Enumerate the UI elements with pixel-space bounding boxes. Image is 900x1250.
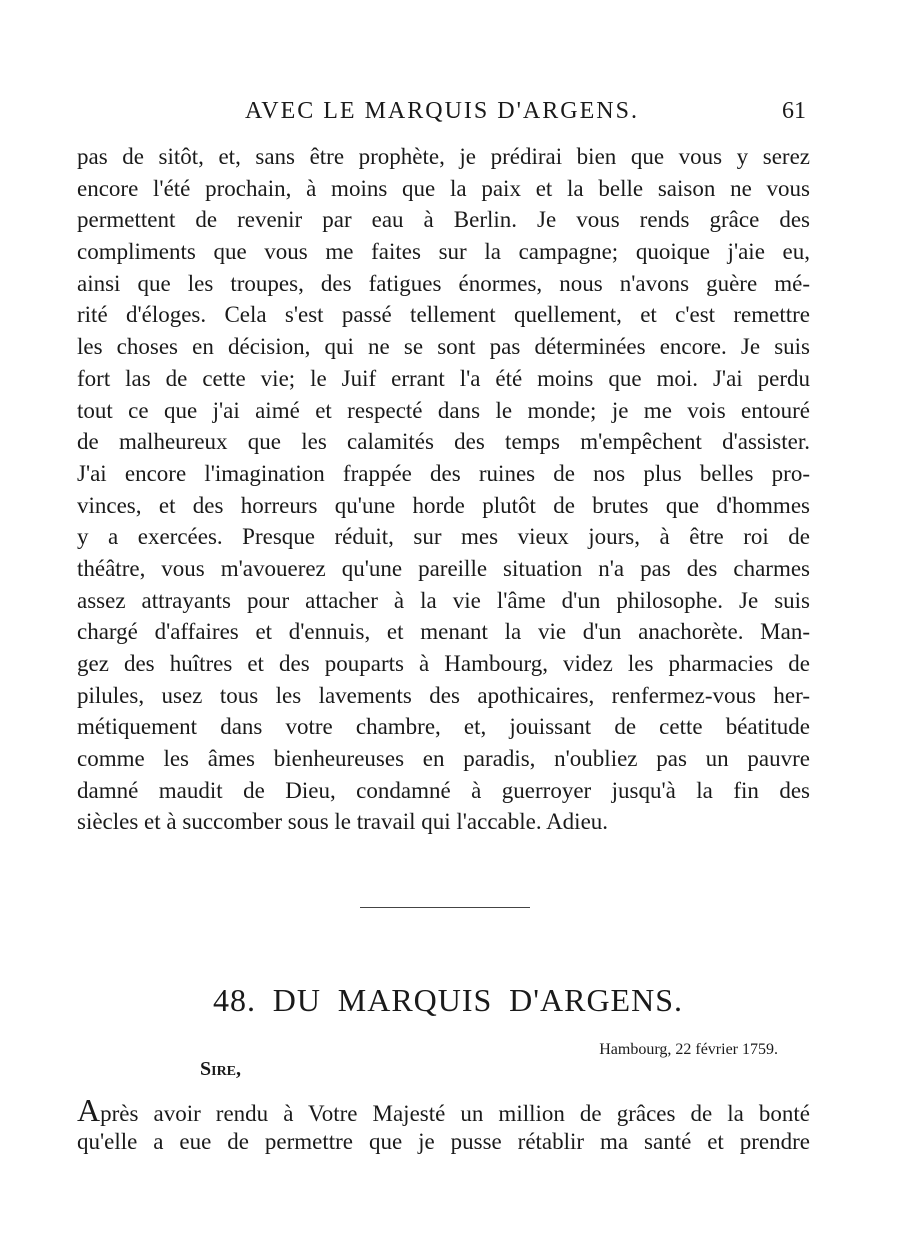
text-line: chargé d'affaires et d'ennuis, et menant la vie d'un anachorète. Man- xyxy=(77,619,810,645)
text-line: siècles et à succomber sous le travail qui l'accable. Adieu. xyxy=(77,809,609,835)
previous-letter-text xyxy=(77,141,810,838)
text-line: les choses en décision, qui ne se sont pas déterminées encore. Je suis xyxy=(77,334,810,360)
letter-number: 48. xyxy=(213,982,256,1018)
text-line: qu'elle a eue de permettre que je pusse rétablir ma santé et prendre xyxy=(77,1128,810,1154)
page-number: 61 xyxy=(782,98,806,124)
letter-body xyxy=(77,1094,810,1157)
text-line: métiquement dans votre chambre, et, jouissant de cette béatitude xyxy=(77,714,810,740)
text-line: comme les âmes bienheureuses en paradis, n'oubliez pas un pauvre xyxy=(77,746,810,772)
text-line: pas de sitôt, et, sans être prophète, je prédirai bien que vous y serez xyxy=(77,144,810,169)
text-line: y a exercées. Presque réduit, sur mes vieux jours, à être roi de xyxy=(77,524,810,550)
text-line: permettent de revenir par eau à Berlin. Je vous rends grâce des xyxy=(77,207,810,233)
text-line: de malheureux que les calamités des temps m'empêchent d'assister. xyxy=(77,429,810,455)
letter-heading xyxy=(213,982,683,1019)
section-divider xyxy=(360,907,530,908)
letter-title: DU MARQUIS D'ARGENS. xyxy=(272,982,684,1018)
text-line: fort las de cette vie; le Juif errant l'a été moins que moi. J'ai perdu xyxy=(77,365,810,391)
salutation: Sire, xyxy=(200,1058,242,1080)
dateline: Hambourg, 22 février 1759. xyxy=(599,1041,778,1058)
text-line: ainsi que les troupes, des fatigues énormes, nous n'avons guère mé- xyxy=(77,270,810,296)
text-line: encore l'été prochain, à moins que la paix et la belle saison ne vous xyxy=(77,175,810,201)
text-line: gez des huîtres et des pouparts à Hambourg, videz les pharmacies de xyxy=(77,651,810,676)
text-line: pilules, usez tous les lavements des apothicaires, renfermez-vous her- xyxy=(77,682,810,708)
text-line xyxy=(77,1094,810,1126)
text-line: J'ai encore l'imagination frappée des ruines de nos plus belles pro- xyxy=(77,460,810,486)
text-line: vinces, et des horreurs qu'une horde plutôt de brutes que d'hommes xyxy=(77,492,810,518)
text-line: compliments que vous me faites sur la campagne; quoique j'aie eu, xyxy=(77,239,810,265)
text-line: rité d'éloges. Cela s'est passé tellement quellement, et c'est remettre xyxy=(77,302,810,328)
text-line: damné maudit de Dieu, condamné à guerroyer jusqu'à la fin des xyxy=(77,777,810,803)
running-title: AVEC LE MARQUIS D'ARGENS. xyxy=(245,98,639,124)
initial-letter: A xyxy=(77,1092,101,1128)
text-line-content: près avoir rendu à Votre Majesté un million de grâces de la bonté xyxy=(100,1101,810,1126)
text-line: théâtre, vous m'avouerez qu'une pareille situation n'a pas des charmes xyxy=(77,555,810,581)
text-line: tout ce que j'ai aimé et respecté dans le monde; je me vois entouré xyxy=(77,397,810,423)
text-line: assez attrayants pour attacher à la vie l'âme d'un philosophe. Je suis xyxy=(77,587,810,613)
